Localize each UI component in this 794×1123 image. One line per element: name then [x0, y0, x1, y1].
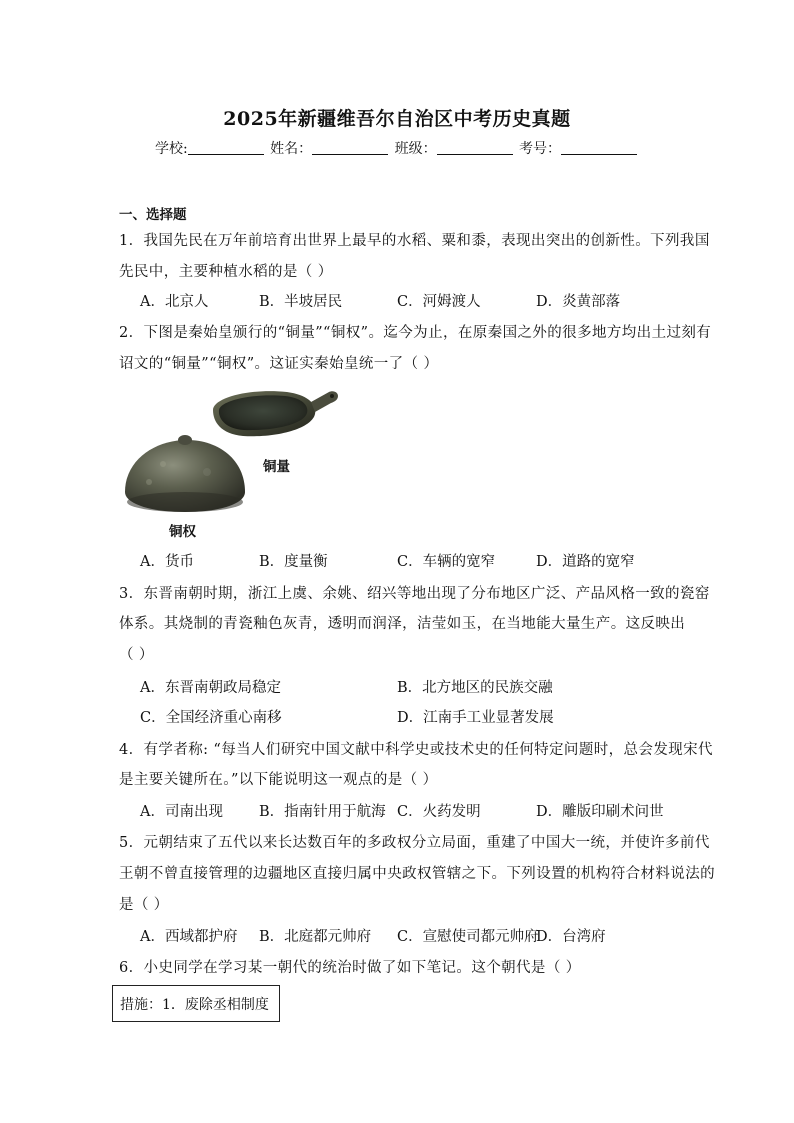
- q1-option-b[interactable]: B．半坡居民: [259, 294, 343, 310]
- school-blank[interactable]: [188, 140, 264, 155]
- q3-option-c[interactable]: C．全国经济重心南移: [140, 710, 282, 726]
- bronze-measures-illustration: [119, 380, 349, 545]
- school-label: 学校:: [154, 141, 188, 157]
- q1-option-d[interactable]: D．炎黄部落: [536, 294, 621, 310]
- bronze-weight-dome: [125, 435, 245, 512]
- name-blank[interactable]: [312, 140, 388, 155]
- q2-stem-line2: 诏文的“铜量”“铜权”。这证实秦始皇统一了（ ）: [119, 356, 439, 372]
- q3-option-b[interactable]: B．北方地区的民族交融: [397, 680, 553, 696]
- q5-stem-line2: 王朝不曾直接管理的边疆地区直接归属中央政权管辖之下。下列设置的机构符合材料说法的: [119, 866, 715, 882]
- q2-option-c[interactable]: C．车辆的宽窄: [397, 554, 496, 570]
- bronze-weight-label: 铜权: [169, 524, 196, 540]
- q1-stem-line2: 先民中，主要种植水稻的是（ ）: [119, 264, 333, 280]
- class-blank[interactable]: [437, 140, 513, 155]
- bronze-measures-figure: [119, 380, 349, 545]
- q2-option-d[interactable]: D．道路的宽窄: [536, 554, 635, 570]
- section-heading: 一、选择题: [119, 207, 187, 223]
- q4-stem-line2: 是主要关键所在。”以下能说明这一观点的是（ ）: [119, 772, 438, 788]
- q3-stem-line1: 3．东晋南朝时期，浙江上虞、余姚、绍兴等地出现了分布地区广泛、产品风格一致的瓷窑: [119, 586, 710, 602]
- q3-option-a[interactable]: A．东晋南朝政局稳定: [140, 680, 281, 696]
- q2-option-b[interactable]: B．度量衡: [259, 554, 328, 570]
- q3-stem-line3: （ ）: [119, 647, 154, 663]
- q4-stem-line1: 4．有学者称: “每当人们研究中国文献中科学史或技术史的任何特定问题时，总会发现宋代: [119, 742, 713, 758]
- page-title: 2025年新疆维吾尔自治区中考历史真题: [223, 108, 571, 130]
- q5-option-b[interactable]: B．北庭都元帅府: [259, 929, 372, 945]
- q6-notes-text: 措施：1．废除丞相制度: [120, 997, 269, 1013]
- q3-stem-line2: 体系。其烧制的青瓷釉色灰青，透明而润泽，洁莹如玉，在当地能大量生产。这反映出: [119, 616, 686, 632]
- student-info-line: [0, 138, 794, 158]
- exam-number-blank[interactable]: [561, 140, 637, 155]
- q1-option-c[interactable]: C．河姆渡人: [397, 294, 481, 310]
- q4-option-b[interactable]: B．指南针用于航海: [259, 804, 386, 820]
- q4-option-d[interactable]: D．雕版印刷术问世: [536, 804, 664, 820]
- q5-stem-line3: 是（ ）: [119, 897, 169, 913]
- name-label: 姓名：: [270, 141, 313, 157]
- q5-option-a[interactable]: A．西域都护府: [140, 929, 238, 945]
- q4-option-a[interactable]: A．司南出现: [140, 804, 223, 820]
- q1-stem-line1: 1．我国先民在万年前培育出世界上最早的水稻、粟和黍，表现出突出的创新性。下列我国: [119, 233, 710, 249]
- q6-stem-line1: 6．小史同学在学习某一朝代的统治时做了如下笔记。这个朝代是（ ）: [119, 960, 581, 976]
- q4-option-c[interactable]: C．火药发明: [397, 804, 481, 820]
- bronze-measure-label: 铜量: [263, 459, 290, 475]
- q1-option-a[interactable]: A．北京人: [140, 294, 209, 310]
- q5-option-d[interactable]: D．台湾府: [536, 929, 606, 945]
- q2-stem-line1: 2．下图是秦始皇颁行的“铜量”“铜权”。迄今为止，在原秦国之外的很多地方均出土过刻有: [119, 325, 712, 341]
- q5-option-c[interactable]: C．宣慰使司都元帅府: [397, 929, 539, 945]
- exam-number-label: 考号：: [519, 141, 562, 157]
- bronze-measure-scoop: [213, 391, 338, 436]
- q6-notes-box: [112, 985, 280, 1022]
- q2-option-a[interactable]: A．货币: [140, 554, 194, 570]
- class-label: 班级：: [394, 141, 437, 157]
- q5-stem-line1: 5．元朝结束了五代以来长达数百年的多政权分立局面，重建了中国大一统，并使许多前代: [119, 835, 710, 851]
- q3-option-d[interactable]: D．江南手工业显著发展: [397, 710, 554, 726]
